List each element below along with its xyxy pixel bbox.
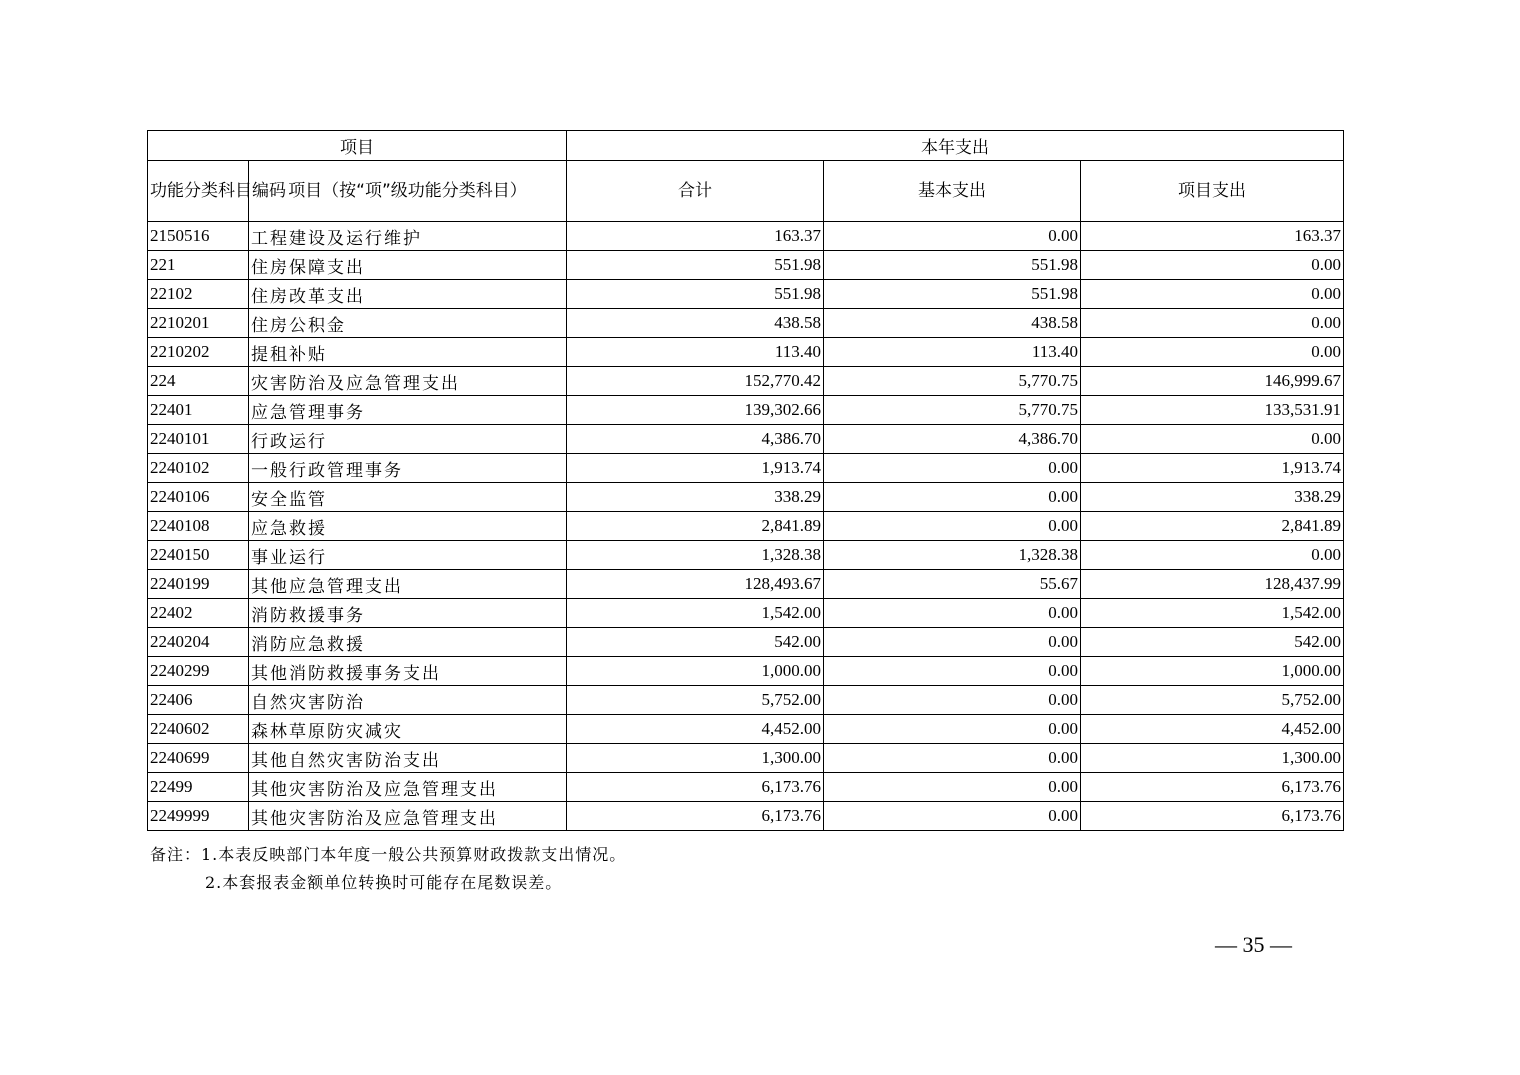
header-name: 项目（按“项”级功能分类科目） <box>249 161 567 222</box>
cell-project: 1,913.74 <box>1081 454 1344 483</box>
cell-basic: 0.00 <box>824 599 1081 628</box>
cell-code: 2240108 <box>148 512 249 541</box>
cell-name: 事业运行 <box>249 541 567 570</box>
cell-project: 146,999.67 <box>1081 367 1344 396</box>
table-row <box>148 309 1344 338</box>
table-row <box>148 599 1344 628</box>
cell-total: 1,000.00 <box>567 657 824 686</box>
cell-project: 1,542.00 <box>1081 599 1344 628</box>
cell-code: 2240102 <box>148 454 249 483</box>
cell-total: 438.58 <box>567 309 824 338</box>
cell-basic: 0.00 <box>824 686 1081 715</box>
cell-basic: 0.00 <box>824 483 1081 512</box>
cell-basic: 0.00 <box>824 744 1081 773</box>
cell-project: 338.29 <box>1081 483 1344 512</box>
table-row <box>148 512 1344 541</box>
note-line-2: 2.本套报表金额单位转换时可能存在尾数误差。 <box>205 873 563 892</box>
cell-project: 1,000.00 <box>1081 657 1344 686</box>
cell-code: 2249999 <box>148 802 249 831</box>
cell-name: 其他自然灾害防治支出 <box>249 744 567 773</box>
table-row <box>148 483 1344 512</box>
cell-code: 22401 <box>148 396 249 425</box>
cell-name: 其他灾害防治及应急管理支出 <box>249 802 567 831</box>
table-body <box>148 222 1344 831</box>
note-line-1: 备注：1.本表反映部门本年度一般公共预算财政拨款支出情况。 <box>150 845 627 864</box>
cell-total: 542.00 <box>567 628 824 657</box>
cell-code: 22102 <box>148 280 249 309</box>
cell-basic: 113.40 <box>824 338 1081 367</box>
cell-basic: 5,770.75 <box>824 396 1081 425</box>
cell-total: 139,302.66 <box>567 396 824 425</box>
cell-name: 一般行政管理事务 <box>249 454 567 483</box>
cell-code: 2150516 <box>148 222 249 251</box>
cell-project: 133,531.91 <box>1081 396 1344 425</box>
cell-total: 6,173.76 <box>567 773 824 802</box>
table-row <box>148 570 1344 599</box>
cell-code: 224 <box>148 367 249 396</box>
cell-total: 163.37 <box>567 222 824 251</box>
table-row <box>148 657 1344 686</box>
cell-total: 1,328.38 <box>567 541 824 570</box>
header-code: 功能分类科目编码 <box>148 161 249 222</box>
cell-code: 2240101 <box>148 425 249 454</box>
cell-project: 4,452.00 <box>1081 715 1344 744</box>
table-row <box>148 628 1344 657</box>
cell-project: 542.00 <box>1081 628 1344 657</box>
header-project-group: 项目 <box>148 131 567 161</box>
cell-basic: 0.00 <box>824 628 1081 657</box>
cell-basic: 0.00 <box>824 222 1081 251</box>
table-row <box>148 773 1344 802</box>
cell-name: 其他灾害防治及应急管理支出 <box>249 773 567 802</box>
budget-table <box>147 130 1344 831</box>
cell-name: 提租补贴 <box>249 338 567 367</box>
cell-code: 2210202 <box>148 338 249 367</box>
cell-project: 0.00 <box>1081 425 1344 454</box>
cell-project: 0.00 <box>1081 309 1344 338</box>
cell-basic: 55.67 <box>824 570 1081 599</box>
cell-basic: 551.98 <box>824 251 1081 280</box>
cell-total: 113.40 <box>567 338 824 367</box>
cell-name: 消防救援事务 <box>249 599 567 628</box>
table-row <box>148 744 1344 773</box>
cell-project: 0.00 <box>1081 541 1344 570</box>
cell-basic: 0.00 <box>824 802 1081 831</box>
cell-total: 128,493.67 <box>567 570 824 599</box>
cell-name: 其他应急管理支出 <box>249 570 567 599</box>
cell-code: 22402 <box>148 599 249 628</box>
cell-basic: 551.98 <box>824 280 1081 309</box>
cell-project: 163.37 <box>1081 222 1344 251</box>
table-row <box>148 396 1344 425</box>
cell-project: 128,437.99 <box>1081 570 1344 599</box>
cell-code: 2240150 <box>148 541 249 570</box>
table-row <box>148 715 1344 744</box>
cell-code: 22499 <box>148 773 249 802</box>
cell-code: 2210201 <box>148 309 249 338</box>
cell-code: 2240106 <box>148 483 249 512</box>
cell-name: 自然灾害防治 <box>249 686 567 715</box>
cell-total: 551.98 <box>567 280 824 309</box>
cell-name: 灾害防治及应急管理支出 <box>249 367 567 396</box>
page-number: — 35 — <box>1215 932 1292 957</box>
table-row <box>148 251 1344 280</box>
cell-code: 2240299 <box>148 657 249 686</box>
cell-total: 551.98 <box>567 251 824 280</box>
cell-code: 2240204 <box>148 628 249 657</box>
cell-total: 152,770.42 <box>567 367 824 396</box>
cell-project: 0.00 <box>1081 280 1344 309</box>
cell-basic: 1,328.38 <box>824 541 1081 570</box>
cell-total: 1,542.00 <box>567 599 824 628</box>
cell-basic: 0.00 <box>824 454 1081 483</box>
cell-project: 0.00 <box>1081 338 1344 367</box>
cell-project: 0.00 <box>1081 251 1344 280</box>
cell-basic: 438.58 <box>824 309 1081 338</box>
table-row <box>148 454 1344 483</box>
cell-code: 22406 <box>148 686 249 715</box>
cell-name: 森林草原防灾减灾 <box>249 715 567 744</box>
cell-name: 应急救援 <box>249 512 567 541</box>
cell-basic: 0.00 <box>824 715 1081 744</box>
cell-project: 5,752.00 <box>1081 686 1344 715</box>
cell-code: 2240199 <box>148 570 249 599</box>
cell-total: 1,300.00 <box>567 744 824 773</box>
header-year-expenditure-group: 本年支出 <box>567 131 1344 161</box>
cell-code: 2240602 <box>148 715 249 744</box>
table-row <box>148 280 1344 309</box>
table-row <box>148 367 1344 396</box>
cell-total: 4,386.70 <box>567 425 824 454</box>
cell-total: 4,452.00 <box>567 715 824 744</box>
cell-name: 工程建设及运行维护 <box>249 222 567 251</box>
cell-code: 221 <box>148 251 249 280</box>
cell-basic: 0.00 <box>824 512 1081 541</box>
table-row <box>148 222 1344 251</box>
header-total: 合计 <box>567 161 824 222</box>
cell-total: 338.29 <box>567 483 824 512</box>
cell-total: 5,752.00 <box>567 686 824 715</box>
cell-basic: 0.00 <box>824 657 1081 686</box>
cell-name: 住房改革支出 <box>249 280 567 309</box>
table-row <box>148 802 1344 831</box>
cell-project: 6,173.76 <box>1081 773 1344 802</box>
cell-project: 1,300.00 <box>1081 744 1344 773</box>
header-basic: 基本支出 <box>824 161 1081 222</box>
cell-basic: 4,386.70 <box>824 425 1081 454</box>
cell-name: 消防应急救援 <box>249 628 567 657</box>
cell-basic: 0.00 <box>824 773 1081 802</box>
cell-total: 6,173.76 <box>567 802 824 831</box>
cell-basic: 5,770.75 <box>824 367 1081 396</box>
cell-name: 住房保障支出 <box>249 251 567 280</box>
table-row <box>148 338 1344 367</box>
cell-name: 住房公积金 <box>249 309 567 338</box>
cell-name: 安全监管 <box>249 483 567 512</box>
cell-name: 其他消防救援事务支出 <box>249 657 567 686</box>
cell-code: 2240699 <box>148 744 249 773</box>
cell-name: 应急管理事务 <box>249 396 567 425</box>
cell-total: 1,913.74 <box>567 454 824 483</box>
table-row <box>148 686 1344 715</box>
cell-project: 2,841.89 <box>1081 512 1344 541</box>
cell-project: 6,173.76 <box>1081 802 1344 831</box>
table-row <box>148 425 1344 454</box>
header-project: 项目支出 <box>1081 161 1344 222</box>
cell-total: 2,841.89 <box>567 512 824 541</box>
cell-name: 行政运行 <box>249 425 567 454</box>
table-row <box>148 541 1344 570</box>
